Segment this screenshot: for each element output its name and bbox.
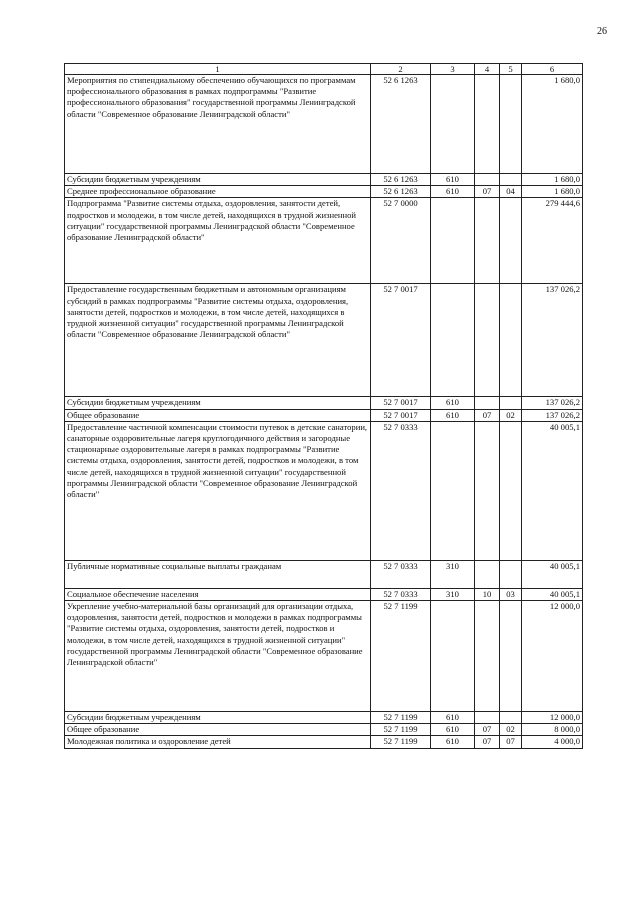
row-expense-type: 610 xyxy=(431,397,475,409)
row-subsection: 04 xyxy=(500,186,522,198)
row-expense-type xyxy=(431,198,475,284)
row-subsection: 02 xyxy=(500,409,522,421)
table-row xyxy=(65,724,583,736)
row-expense-type xyxy=(431,284,475,397)
row-name: Предоставление государственным бюджетным и автономным организациям субсидий в рамках подпрограммы "Развитие системы отдыха, оздоровления, занятости детей, подростков и молодежи, в том числе детей, находящихся в трудной жизненной ситуации" государственной программы Ленинградской области "Современное образование Ленинградской области" xyxy=(65,284,371,397)
row-code: 52 7 0333 xyxy=(371,560,431,588)
row-code: 52 7 1199 xyxy=(371,601,431,712)
row-section: 07 xyxy=(475,409,500,421)
table-row xyxy=(65,284,583,397)
row-section: 07 xyxy=(475,186,500,198)
row-subsection xyxy=(500,712,522,724)
row-section xyxy=(475,421,500,560)
row-section xyxy=(475,560,500,588)
row-subsection xyxy=(500,198,522,284)
row-code: 52 7 1199 xyxy=(371,724,431,736)
row-section xyxy=(475,712,500,724)
row-code: 52 7 1199 xyxy=(371,736,431,748)
column-header: 1 xyxy=(65,64,371,75)
table-row xyxy=(65,397,583,409)
column-header: 2 xyxy=(371,64,431,75)
row-expense-type: 610 xyxy=(431,174,475,186)
row-name: Укрепление учебно-материальной базы организаций для организации отдыха, оздоровления, занятости детей, подростков и молодежи в рамках подпрограммы "Развитие системы отдыха, оздоровления, занятости детей, подростков и молодежи, в том числе детей, находящихся в трудной жизненной ситуации" государственной программы Ленинградской области "Современное образование Ленинградской области" xyxy=(65,601,371,712)
row-section: 07 xyxy=(475,736,500,748)
table-row xyxy=(65,186,583,198)
row-name: Публичные нормативные социальные выплаты гражданам xyxy=(65,560,371,588)
table-row xyxy=(65,75,583,174)
column-header: 6 xyxy=(522,64,583,75)
row-amount: 12 000,0 xyxy=(522,601,583,712)
row-amount: 40 005,1 xyxy=(522,421,583,560)
row-expense-type: 610 xyxy=(431,186,475,198)
row-name: Подпрограмма "Развитие системы отдыха, оздоровления, занятости детей, подростков и молодежи, в том числе детей, находящихся в трудной жизненной ситуации" государственной программы Ленинградской области "Современное образование Ленинградской области" xyxy=(65,198,371,284)
table-row xyxy=(65,560,583,588)
row-expense-type xyxy=(431,601,475,712)
row-code: 52 7 0000 xyxy=(371,198,431,284)
row-name: Мероприятия по стипендиальному обеспечению обучающихся по программам профессионального образования в рамках подпрограммы "Развитие профессионального образования" государственной программы Ленинградской области "Современное образование Ленинградской области" xyxy=(65,75,371,174)
row-subsection xyxy=(500,75,522,174)
row-subsection: 03 xyxy=(500,588,522,600)
row-amount: 1 680,0 xyxy=(522,186,583,198)
row-code: 52 7 0017 xyxy=(371,397,431,409)
table-row xyxy=(65,198,583,284)
row-subsection xyxy=(500,601,522,712)
row-amount: 40 005,1 xyxy=(522,588,583,600)
table-header-row xyxy=(65,64,583,75)
row-name: Общее образование xyxy=(65,724,371,736)
row-subsection: 07 xyxy=(500,736,522,748)
row-expense-type: 610 xyxy=(431,712,475,724)
row-amount: 12 000,0 xyxy=(522,712,583,724)
row-name: Субсидии бюджетным учреждениям xyxy=(65,397,371,409)
row-amount: 1 680,0 xyxy=(522,75,583,174)
row-name: Общее образование xyxy=(65,409,371,421)
row-expense-type xyxy=(431,75,475,174)
row-amount: 279 444,6 xyxy=(522,198,583,284)
row-amount: 8 000,0 xyxy=(522,724,583,736)
row-section xyxy=(475,174,500,186)
page-number: 26 xyxy=(597,26,607,37)
row-name: Среднее профессиональное образование xyxy=(65,186,371,198)
row-section xyxy=(475,397,500,409)
row-code: 52 6 1263 xyxy=(371,174,431,186)
row-amount: 4 000,0 xyxy=(522,736,583,748)
row-amount: 137 026,2 xyxy=(522,284,583,397)
row-name: Субсидии бюджетным учреждениям xyxy=(65,174,371,186)
row-code: 52 7 0017 xyxy=(371,284,431,397)
row-subsection xyxy=(500,397,522,409)
row-subsection xyxy=(500,421,522,560)
row-amount: 137 026,2 xyxy=(522,397,583,409)
row-expense-type: 310 xyxy=(431,560,475,588)
row-code: 52 6 1263 xyxy=(371,186,431,198)
row-expense-type xyxy=(431,421,475,560)
row-section xyxy=(475,198,500,284)
column-header: 4 xyxy=(475,64,500,75)
row-expense-type: 610 xyxy=(431,724,475,736)
row-section xyxy=(475,601,500,712)
row-code: 52 7 0017 xyxy=(371,409,431,421)
table-row xyxy=(65,421,583,560)
table-row xyxy=(65,409,583,421)
row-amount: 137 026,2 xyxy=(522,409,583,421)
row-section: 07 xyxy=(475,724,500,736)
column-header: 3 xyxy=(431,64,475,75)
row-expense-type: 610 xyxy=(431,736,475,748)
column-header: 5 xyxy=(500,64,522,75)
row-section xyxy=(475,284,500,397)
row-code: 52 7 1199 xyxy=(371,712,431,724)
row-expense-type: 610 xyxy=(431,409,475,421)
row-code: 52 6 1263 xyxy=(371,75,431,174)
row-name: Социальное обеспечение населения xyxy=(65,588,371,600)
row-name: Предоставление частичной компенсации стоимости путевок в детские санатории, санаторные оздоровительные лагеря круглогодичного действия и загородные стационарные оздоровительные лагеря в рамках подпрограммы "Развитие системы отдыха, оздоровления, занятости детей, подростков и молодежи, в том числе детей, находящихся в трудной жизненной ситуации" государственной программы Ленинградской области "Современное образование Ленинградской области" xyxy=(65,421,371,560)
row-amount: 40 005,1 xyxy=(522,560,583,588)
row-section xyxy=(475,75,500,174)
table-row xyxy=(65,601,583,712)
table-row xyxy=(65,736,583,748)
row-subsection xyxy=(500,174,522,186)
table-row xyxy=(65,588,583,600)
row-code: 52 7 0333 xyxy=(371,421,431,560)
row-subsection xyxy=(500,560,522,588)
table-row xyxy=(65,712,583,724)
row-code: 52 7 0333 xyxy=(371,588,431,600)
row-subsection: 02 xyxy=(500,724,522,736)
row-section: 10 xyxy=(475,588,500,600)
row-name: Субсидии бюджетным учреждениям xyxy=(65,712,371,724)
row-amount: 1 680,0 xyxy=(522,174,583,186)
row-expense-type: 310 xyxy=(431,588,475,600)
row-name: Молодежная политика и оздоровление детей xyxy=(65,736,371,748)
budget-table xyxy=(64,63,583,749)
row-subsection xyxy=(500,284,522,397)
table-row xyxy=(65,174,583,186)
